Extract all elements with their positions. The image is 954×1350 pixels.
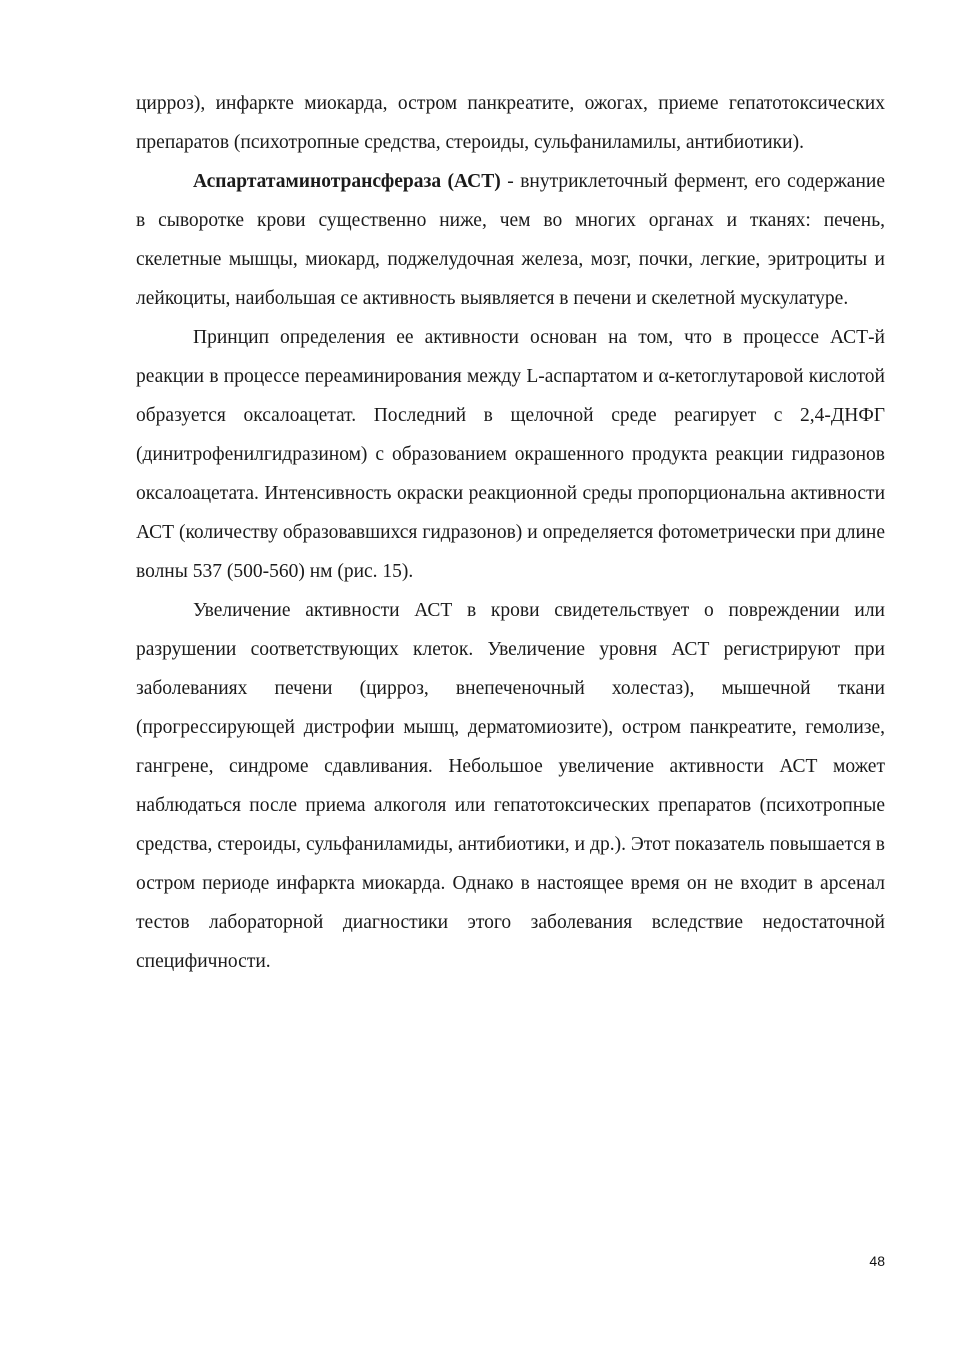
paragraph-text: цирроз), инфаркте миокарда, остром панкреатите, ожогах, приеме гепатотоксических препаратов (психотропные средства, стероиды, сульфаниламилы, антибиотики).	[136, 93, 885, 153]
paragraph-method-principle	[136, 318, 885, 591]
paragraph-text: Увеличение активности АСТ в крови свидетельствует о повреждении или разрушении соответствующих клеток. Увеличение уровня АСТ регистрируют при заболеваниях печени (цирроз, внепеченочный холестаз), мышечной ткани (прогрессирующей дистрофии мышц, дерматомиозите), остром панкреатите, гемолизе, гангрене, синдроме сдавливания. Небольшое увеличение активности АСТ может наблюдаться после приема алкоголя или гепатотоксических препаратов (психотропные средства, стероиды, сульфаниламиды, антибиотики, и др.). Этот показатель повышается в остром периоде инфаркта миокарда. Однако в настоящее время он не входит в арсенал тестов лабораторной диагностики этого заболевания вследствие недостаточной специфичности.	[136, 600, 885, 972]
document-body	[136, 84, 885, 981]
paragraph-continuation	[136, 84, 885, 162]
paragraph-clinical-significance	[136, 591, 885, 981]
term-heading: Аспартатаминотрансфераза (АСТ)	[193, 171, 501, 192]
paragraph-text: - внутриклеточный фермент, его содержание в сыворотке крови существенно ниже, чем во многих органах и тканях: печень, скелетные мышцы, миокард, поджелудочная железа, мозг, почки, легкие, эритроциты и лейкоциты, наибольшая се активность выявляется в печени и скелетной мускулатуре.	[136, 171, 885, 309]
paragraph-text: Принцип определения ее активности основан на том, что в процессе АСТ-й реакции в процессе переаминирования между L-аспартатом и α-кетоглутаровой кислотой образуется оксалоацетат. Последний в щелочной среде реагирует с 2,4-ДНФГ (динитрофенилгидразином) с образованием окрашенного продукта реакции гидразонов оксалоацетата. Интенсивность окраски реакционной среды пропорциональна активности АСТ (количеству образовавшихся гидразонов) и определяется фотометрически при длине волны 537 (500-560) нм (рис. 15).	[136, 327, 885, 582]
page-number: 48	[869, 1253, 885, 1269]
paragraph-ast-definition	[136, 162, 885, 318]
